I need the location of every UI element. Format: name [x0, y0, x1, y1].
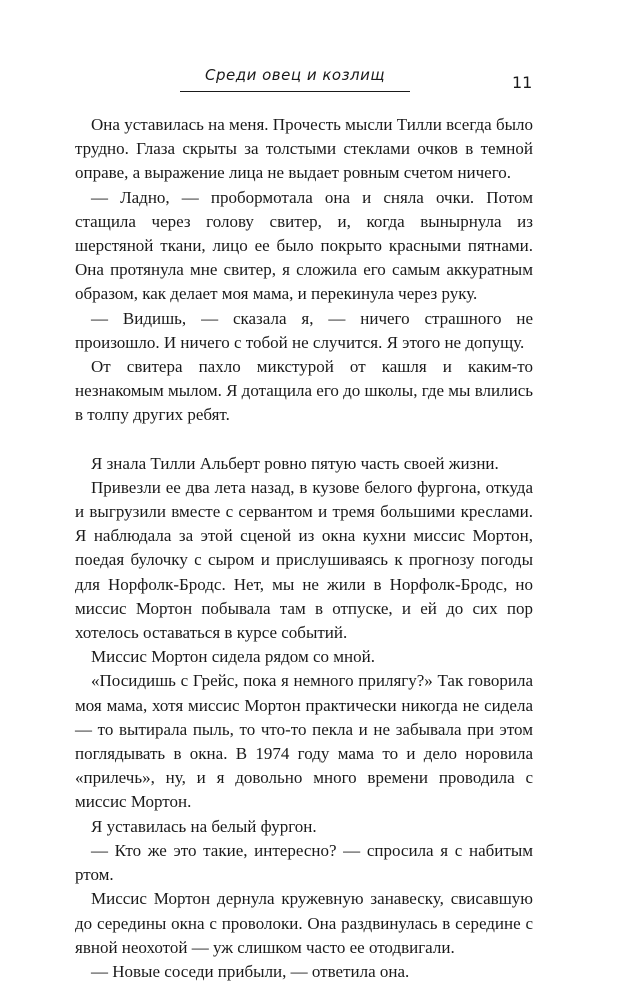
paragraph: Я знала Тилли Альберт ровно пятую часть своей жизни. — [91, 453, 499, 473]
paragraph: — Кто же это такие, интересно? — спросила я с набитым ртом. — [75, 840, 533, 885]
page-number: 11 — [512, 73, 533, 92]
paragraph: — Видишь, — сказала я, — ничего страшного не произошло. И ничего с тобой не случится. Я этого не допущу. — [75, 308, 533, 352]
paragraph: Я уставилась на белый фургон. — [91, 816, 317, 836]
running-head-rule — [180, 91, 410, 92]
paragraph: Миссис Мортон дернула кружевную занавеску, свисавшую до середины окна с проволоки. Она раздвинулась в середине с явной неохотой — уж слишком часто ее отодвигали. — [75, 889, 533, 957]
body-text — [75, 113, 533, 984]
paragraph: От свитера пахло микстурой от кашля и каким-то незнакомым мылом. Я дотащила его до школы, где мы влились в толпу других ребят. — [75, 357, 533, 425]
paragraph: Привезли ее два лета назад, в кузове белого фургона, откуда и выгрузили вместе с сервантом и тремя большими креслами. Я наблюдала за этой сценой из окна кухни миссис Мортон, поедая булочку с сыром и прислушиваясь к прогнозу погоды для Норфолк-Бродс. Нет, мы не жили в Норфолк-Бродс, но миссис Мортон побывала там в отпуске, и ей до сих пор хотелось оставаться в курсе событий. — [75, 477, 533, 643]
paragraph: — Новые соседи прибыли, — ответила она. — [91, 961, 410, 981]
paragraph: Она уставилась на меня. Прочесть мысли Тилли всегда было трудно. Глаза скрыты за толстыми стеклами очков в темной оправе, а выражение лица не выдает ровным счетом ничего. — [75, 115, 533, 183]
paragraph: «Посидишь с Грейс, пока я немного прилягу?» Так говорила моя мама, хотя миссис Мортон практически никогда не сидела — то вытирала пыль, то что-то пекла и не забывала при этом поглядывать в окна. В 1974 году мама то и дело норовила «прилечь», ну, и я довольно много времени проводила с миссис Мортон. — [75, 671, 533, 812]
paragraph: — Ладно, — пробормотала она и сняла очки. Потом стащила через голову свитер, и, когда вынырнула из шерстяной ткани, лицо ее было покрыто красными пятнами. Она протянула мне свитер, я сложила его самым аккуратным образом, как делает моя мама, и перекинула через руку. — [75, 187, 533, 304]
paragraph: Миссис Мортон сидела рядом со мной. — [91, 647, 375, 667]
running-head: Среди овец и козлищ — [204, 66, 386, 84]
